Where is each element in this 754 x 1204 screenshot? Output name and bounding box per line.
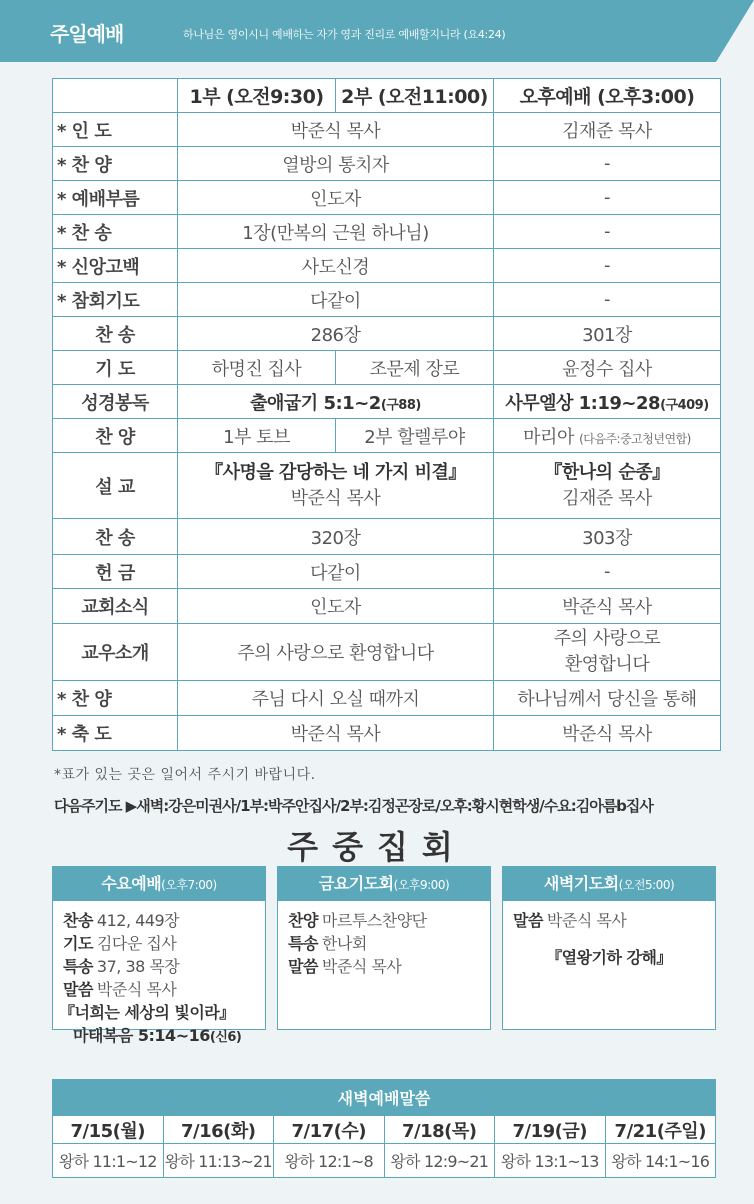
row-value-afternoon: - — [494, 181, 721, 215]
row-value-afternoon: - — [494, 555, 721, 589]
row-value-morning: 286장 — [178, 317, 494, 351]
header-empty — [53, 79, 178, 113]
table-row — [53, 453, 721, 519]
row-value-afternoon: 윤정수 집사 — [494, 351, 721, 385]
row-value-afternoon: 박준식 목사 — [494, 716, 721, 751]
day-cell: 7/16(화) — [163, 1116, 274, 1144]
table-row — [53, 589, 721, 624]
box-body — [278, 901, 490, 986]
row-value-afternoon: 303장 — [494, 519, 721, 555]
welcome-line-2: 환영합니다 — [564, 654, 650, 675]
row-value-afternoon: 301장 — [494, 317, 721, 351]
list-item: 말씀 박준식 목사 — [63, 980, 177, 999]
wednesday-service-box — [52, 866, 266, 1045]
list-item: 말씀 박준식 목사 — [513, 911, 627, 930]
box-time: (오후9:00) — [393, 878, 450, 892]
table-row — [53, 519, 721, 555]
verse-cell: 왕하 12:9~21 — [384, 1144, 495, 1178]
verse-cell: 왕하 11:1~12 — [53, 1144, 164, 1178]
day-cell: 7/15(월) — [53, 1116, 164, 1144]
dawn-days-row — [53, 1116, 716, 1144]
header-tab-corner — [716, 0, 754, 62]
table-row — [53, 419, 721, 453]
dawn-table-title: 새벽예배말씀 — [53, 1080, 716, 1116]
row-value-morning: 다같이 — [178, 283, 494, 317]
sermon-scripture: 마태복음 5:14~16(신6) — [73, 1026, 242, 1045]
list-item: 특송 37, 38 목장 — [63, 957, 180, 976]
header-service-afternoon: 오후예배 (오후3:00) — [494, 79, 721, 113]
row-value-afternoon — [494, 385, 721, 419]
row-value-morning: 열방의 통치자 — [178, 147, 494, 181]
table-row — [53, 317, 721, 351]
table-row — [53, 113, 721, 147]
header-service-2: 2부 (오전11:00) — [336, 79, 494, 113]
row-label: * 예배부름 — [53, 181, 178, 215]
table-row — [53, 555, 721, 589]
row-label: 교우소개 — [53, 624, 178, 681]
box-header — [278, 867, 490, 901]
row-label: * 축 도 — [53, 716, 178, 751]
row-label: 헌 금 — [53, 555, 178, 589]
praise-afternoon: 마리아 — [523, 426, 574, 448]
row-value-morning: 주님 다시 오실 때까지 — [178, 681, 494, 716]
box-title: 금요기도회 — [318, 874, 394, 893]
row-label: * 신앙고백 — [53, 249, 178, 283]
list-item: 찬송 412, 449장 — [63, 911, 180, 930]
box-header — [503, 867, 715, 901]
verse-cell: 왕하 14:1~16 — [605, 1144, 716, 1178]
row-label: * 인 도 — [53, 113, 178, 147]
scripture-afternoon-page: (구409) — [660, 397, 709, 413]
row-label: 찬 송 — [53, 519, 178, 555]
dawn-sermon-table — [52, 1079, 716, 1178]
header-verse: 하나님은 영이시니 예배하는 자가 영과 진리로 예배할지니라 (요4:24) — [183, 28, 506, 41]
row-label: * 찬 송 — [53, 215, 178, 249]
sermon-series: 『열왕기하 강해』 — [546, 948, 672, 967]
table-header-row — [53, 79, 721, 113]
table-row — [53, 385, 721, 419]
sermon-preacher-morning: 박준식 목사 — [290, 487, 381, 509]
dawn-verses-row — [53, 1144, 716, 1178]
day-cell: 7/18(목) — [384, 1116, 495, 1144]
day-cell: 7/17(수) — [274, 1116, 385, 1144]
table-row — [53, 681, 721, 716]
next-week-prayer: 다음주기도 ▶새벽:강은미권사/1부:박주안집사/2부:김정곤장로/오후:황시현학생/수요:김아름b집사 — [54, 797, 653, 815]
verse-cell: 왕하 11:13~21 — [163, 1144, 274, 1178]
row-value-service-1: 1부 토브 — [178, 419, 336, 453]
box-title: 수요예배 — [101, 874, 162, 893]
box-header — [53, 867, 265, 901]
scripture-afternoon: 사무엘상 1:19~28 — [505, 392, 661, 414]
table-row — [53, 147, 721, 181]
page-title: 주일예배 — [50, 22, 124, 46]
sermon-title-afternoon: 『한나의 순종』 — [544, 461, 670, 483]
table-row — [53, 215, 721, 249]
row-label: * 찬 양 — [53, 147, 178, 181]
row-value-morning: 주의 사랑으로 환영합니다 — [178, 624, 494, 681]
table-row — [53, 181, 721, 215]
row-label: 교회소식 — [53, 589, 178, 624]
row-value-service-2: 2부 할렐루야 — [336, 419, 494, 453]
row-label: * 찬 양 — [53, 681, 178, 716]
row-value-morning: 박준식 목사 — [178, 113, 494, 147]
row-label: 기 도 — [53, 351, 178, 385]
box-time: (오후7:00) — [161, 878, 217, 892]
box-time: (오전5:00) — [618, 878, 675, 892]
row-value-morning: 1장(만복의 근원 하나님) — [178, 215, 494, 249]
row-value-afternoon: - — [494, 283, 721, 317]
row-value-afternoon: 김재준 목사 — [494, 113, 721, 147]
row-value-morning — [178, 385, 494, 419]
welcome-line-1: 주의 사랑으로 — [553, 628, 661, 649]
friday-prayer-box — [277, 866, 491, 1030]
row-value-service-1: 하명진 집사 — [178, 351, 336, 385]
row-value-afternoon — [494, 419, 721, 453]
sermon-preacher-afternoon: 김재준 목사 — [562, 487, 652, 509]
row-value-morning: 다같이 — [178, 555, 494, 589]
row-value-morning: 320장 — [178, 519, 494, 555]
box-body — [503, 901, 715, 977]
row-label: 찬 송 — [53, 317, 178, 351]
sermon-title-morning: 『사명을 감당하는 네 가지 비결』 — [205, 461, 466, 483]
row-value-afternoon: 박준식 목사 — [494, 589, 721, 624]
row-value-afternoon — [494, 453, 721, 519]
row-value-morning: 사도신경 — [178, 249, 494, 283]
header-service-1: 1부 (오전9:30) — [178, 79, 336, 113]
row-value-afternoon: - — [494, 215, 721, 249]
scripture-morning: 출애굽기 5:1~2 — [250, 392, 381, 414]
list-item: 말씀 박준식 목사 — [288, 957, 402, 976]
praise-next-week: (다음주:중고청년연합) — [579, 431, 691, 446]
table-row — [53, 249, 721, 283]
scripture-morning-page: (구88) — [380, 397, 421, 413]
box-title: 새벽기도회 — [543, 874, 619, 893]
table-row — [53, 716, 721, 751]
sermon-title: 『너희는 세상의 빛이라』 — [59, 1003, 235, 1022]
header-bar — [0, 0, 716, 62]
box-body — [53, 901, 265, 1057]
weekly-meetings-title: 주중집회 — [287, 828, 467, 866]
list-item: 찬양 마르투스찬양단 — [288, 911, 427, 930]
standing-note: *표가 있는 곳은 일어서 주시기 바랍니다. — [54, 767, 316, 783]
row-value-afternoon: - — [494, 147, 721, 181]
row-label: * 참회기도 — [53, 283, 178, 317]
row-label: 찬 양 — [53, 419, 178, 453]
list-item: 기도 김다운 집사 — [63, 934, 177, 953]
row-value-afternoon: 하나님께서 당신을 통해 — [494, 681, 721, 716]
row-value-morning — [178, 453, 494, 519]
row-value-morning: 인도자 — [178, 589, 494, 624]
dawn-prayer-box — [502, 866, 716, 1030]
row-value-afternoon — [494, 624, 721, 681]
day-cell: 7/19(금) — [495, 1116, 606, 1144]
table-row — [53, 351, 721, 385]
row-value-morning: 박준식 목사 — [178, 716, 494, 751]
table-row — [53, 283, 721, 317]
row-value-service-2: 조문제 장로 — [336, 351, 494, 385]
list-item: 특송 한나회 — [288, 934, 367, 953]
row-value-afternoon: - — [494, 249, 721, 283]
day-cell: 7/21(주일) — [605, 1116, 716, 1144]
row-value-morning: 인도자 — [178, 181, 494, 215]
row-label: 설 교 — [53, 453, 178, 519]
table-row — [53, 624, 721, 681]
row-label: 성경봉독 — [53, 385, 178, 419]
worship-order-table — [52, 78, 721, 751]
verse-cell: 왕하 12:1~8 — [274, 1144, 385, 1178]
verse-cell: 왕하 13:1~13 — [495, 1144, 606, 1178]
